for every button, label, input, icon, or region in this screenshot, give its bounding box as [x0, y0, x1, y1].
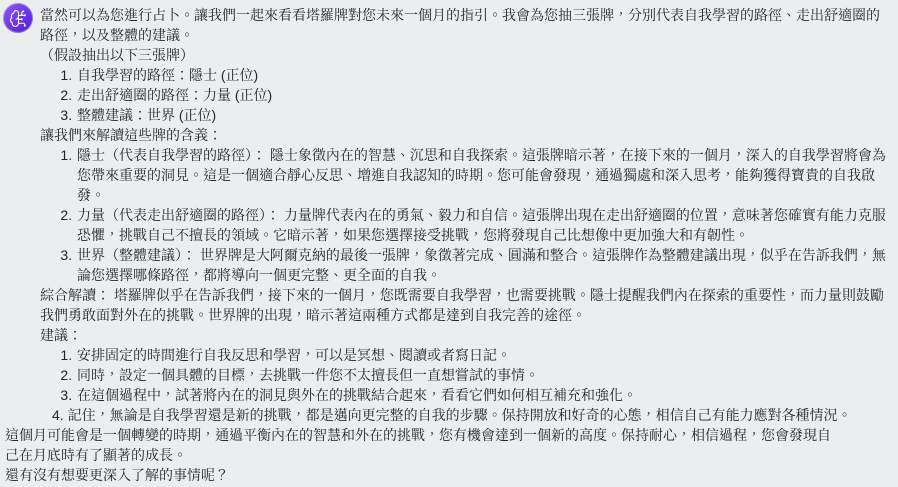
advice-item-4: 4. 記住，無論是自我學習還是新的挑戰，都是邁向更完整的自我的步驟。保持開放和好奇的心態，相信自己有能力應對各種情況。: [52, 407, 852, 423]
drawn-card-item: 2. 走出舒適圈的路徑：力量 (正位): [76, 85, 892, 105]
interpretation-item: 3. 世界（整體建議）： 世界牌是大阿爾克納的最後一張牌，象徵著完成、圓滿和整合。這張牌作為整體建議出現，似乎在告訴我們，無論您選擇哪條路徑，都將導向一個更完整、更全面的自我。: [76, 245, 892, 285]
assumption-note: （假設抽出以下三張牌）: [40, 47, 194, 63]
assistant-avatar: [3, 3, 33, 33]
message-footer: [0, 425, 850, 485]
interpretation-item: 2. 力量（代表走出舒適圈的路徑）： 力量牌代表內在的勇氣、毅力和自信。這張牌出現在走出舒適圈的位置，意味著您確實有能力克服恐懼，挑戰自己不擅長的領域。它暗示著，如果您選擇接受挑戰，您將發現自己比想像中更加強大和有韌性。: [76, 205, 892, 245]
drawn-card-item: 3. 整體建議：世界 (正位): [76, 105, 892, 125]
advice-item: 1. 安排固定的時間進行自我反思和學習，可以是冥想、閱讀或者寫日記。: [76, 345, 892, 365]
brain-circuit-icon: [9, 9, 28, 28]
follow-up-question: 還有沒有想要更深入了解的事情呢？: [5, 467, 229, 483]
message-intro: 當然可以為您進行占卜。讓我們一起來看看塔羅牌對您未來一個月的指引。我會為您抽三張牌，分別代表自我學習的路徑、走出舒適圈的路徑，以及整體的建議。: [40, 7, 880, 43]
advice-item: 3. 在這個過程中，試著將內在的洞見與外在的挑戰結合起來，看看它們如何相互補充和強化。: [76, 385, 892, 405]
summary-paragraph: 綜合解讀： 塔羅牌似乎在告訴我們，接下來的一個月，您既需要自我學習，也需要挑戰。隱士提醒我們內在探索的重要性，而力量則鼓勵我們勇敢面對外在的挑戰。世界牌的出現，暗示著這兩種方式都是達到自我完善的途徑。: [40, 287, 884, 323]
advice-heading: 建議：: [40, 327, 82, 343]
advice-item: 2. 同時，設定一個具體的目標，去挑戰一件您不太擅長但一直想嘗試的事情。: [76, 365, 892, 385]
drawn-card-item: 1. 自我學習的路徑：隱士 (正位): [76, 65, 892, 85]
closing-paragraph: 這個月可能會是一個轉變的時期，通過平衡內在的智慧和外在的挑戰，您有機會達到一個新的高度。保持耐心，相信過程，您會發現自己在月底時有了顯著的成長。: [5, 427, 831, 463]
advice-list: [40, 345, 892, 405]
drawn-cards-list: [40, 65, 892, 125]
interpretations-list: [40, 145, 892, 285]
interpretation-intro: 讓我們來解讀這些牌的含義：: [40, 127, 222, 143]
interpretation-item: 1. 隱士（代表自我學習的路徑）： 隱士象徵內在的智慧、沉思和自我探索。這張牌暗示著，在接下來的一個月，深入的自我學習將會為您帶來重要的洞見。這是一個適合靜心反思、增進自我認知的時期。您可能會發現，通過獨處和深入思考，能夠獲得寶貴的自我啟發。: [76, 145, 892, 205]
